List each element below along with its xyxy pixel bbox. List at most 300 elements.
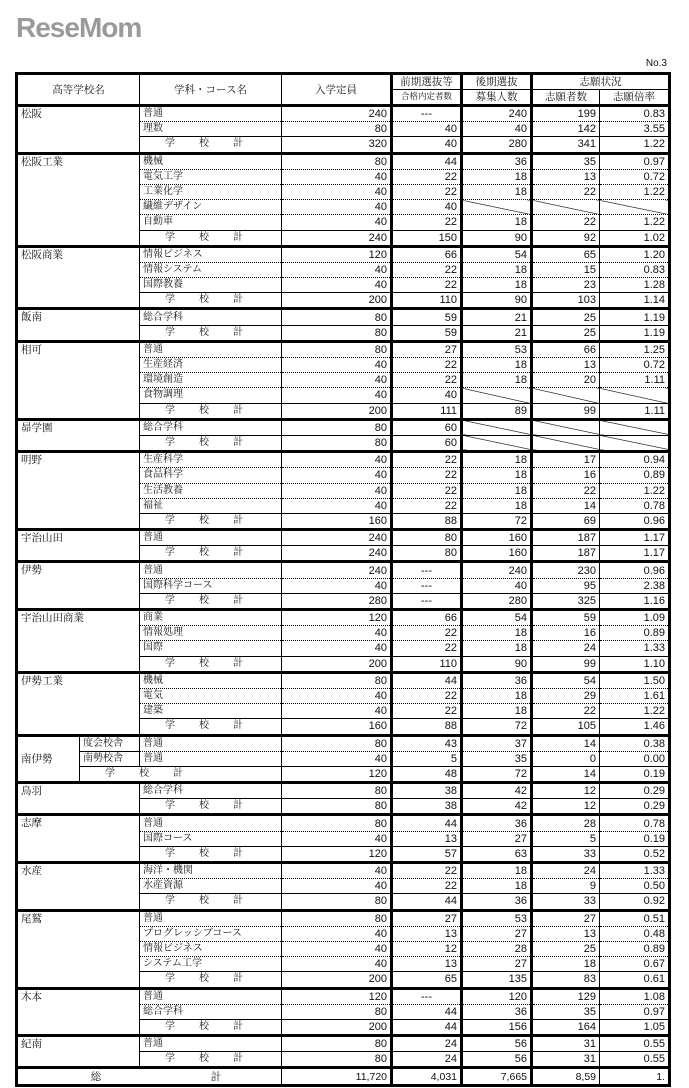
application-rate-cell: 1.22 [600,184,670,199]
zenki-count-cell: --- [392,562,462,578]
applicants-cell: 92 [532,230,600,246]
applicants-cell: 31 [532,1036,600,1052]
subtotal-label-char: 学 [165,547,175,559]
application-rate-cell: 2.38 [600,578,670,593]
table-row [17,988,670,1004]
capacity-cell: 320 [282,137,392,153]
grand-total-label-left: 総 [90,1070,102,1083]
zenki-count-cell: 59 [392,325,462,341]
table-row [17,246,670,262]
department-name: 情報システム [140,262,282,277]
zenki-count-cell: 13 [392,831,462,846]
capacity-cell: 40 [282,626,392,641]
koki-count-cell: 240 [462,106,532,122]
capacity-cell: 40 [282,388,392,403]
capacity-cell: 120 [282,988,392,1004]
application-rate-cell: 1.08 [600,988,670,1004]
department-name: システム工学 [140,957,282,972]
koki-count-cell: 18 [462,468,532,483]
application-rate-cell: 1.19 [600,309,670,325]
grand-total-label [17,1068,282,1085]
department-name: 環境創造 [140,373,282,388]
capacity-cell: 80 [282,1052,392,1068]
school-name: 松阪工業 [17,153,140,246]
koki-count-cell: 36 [462,672,532,688]
header-zenki-sub: 合格内定者数 [392,90,462,106]
application-rate-cell: 1.11 [600,403,670,419]
school-subtotal-row [17,766,670,782]
koki-count-cell: 135 [462,972,532,988]
koki-count-cell: 36 [462,894,532,910]
capacity-cell: 80 [282,435,392,451]
koki-count-cell: 37 [462,735,532,751]
school-name: 水産 [17,863,140,911]
koki-count-cell: 53 [462,341,532,357]
application-rate-cell: 1.20 [600,246,670,262]
school-name: 木本 [17,988,140,1036]
capacity-cell: 240 [282,562,392,578]
subtotal-label-char: 校 [199,895,209,907]
applicants-cell [532,388,600,403]
header-koki: 後期選抜 [462,74,532,90]
header-school: 高等学校名 [17,74,140,106]
applicants-cell: 59 [532,610,600,626]
koki-count-cell: 40 [462,578,532,593]
applicants-cell: 22 [532,184,600,199]
table-row [17,562,670,578]
application-rate-cell: 1.25 [600,341,670,357]
koki-count-cell: 18 [462,169,532,184]
capacity-cell: 40 [282,879,392,894]
applicants-cell [532,435,600,451]
table-row [17,751,670,766]
application-rate-cell: 0.89 [600,626,670,641]
applicants-cell: 35 [532,153,600,169]
applicants-cell: 27 [532,910,600,926]
capacity-cell: 80 [282,325,392,341]
koki-count-cell: 160 [462,530,532,546]
capacity-cell: 200 [282,1019,392,1035]
subtotal-label-char: 校 [199,720,209,732]
capacity-cell: 40 [282,468,392,483]
zenki-count-cell: 22 [392,483,462,498]
capacity-cell: 40 [282,278,392,293]
department-name: 生産科学 [140,452,282,468]
subtotal-label [140,719,282,735]
application-rate-cell: 0.55 [600,1036,670,1052]
subtotal-label-text [143,436,275,450]
capacity-cell: 40 [282,452,392,468]
zenki-count-cell: 27 [392,910,462,926]
school-name: 南伊勢 [17,735,80,783]
koki-count-cell [462,388,532,403]
zenki-count-cell: 110 [392,293,462,309]
koki-count-cell: 21 [462,309,532,325]
department-name: 情報ビジネス [140,246,282,262]
application-rate-cell: 0.96 [600,562,670,578]
applicants-cell: 103 [532,293,600,309]
subtotal-label [140,435,282,451]
applicants-cell: 17 [532,452,600,468]
department-name: 電気 [140,688,282,703]
subtotal-label-char: 計 [233,1020,243,1032]
applicants-cell: 20 [532,373,600,388]
koki-count-cell: 18 [462,704,532,719]
subtotal-label-text [83,767,215,781]
applicants-cell: 33 [532,894,600,910]
department-name: 普通 [140,106,282,122]
zenki-count-cell: 13 [392,926,462,941]
subtotal-label-text [143,137,275,151]
koki-count-cell: 18 [462,452,532,468]
subtotal-label [140,846,282,862]
subtotal-label-char: 校 [199,1020,209,1032]
subtotal-label-char: 学 [165,657,175,669]
zenki-count-cell: 44 [392,1004,462,1019]
subtotal-label [140,894,282,910]
department-name: 普通 [140,341,282,357]
header-koki-sub: 募集人数 [462,90,532,106]
capacity-cell: 80 [282,910,392,926]
department-name: 普通 [140,815,282,831]
application-rate-cell: 3.55 [600,122,670,137]
koki-count-cell [462,435,532,451]
application-rate-cell: 1.02 [600,230,670,246]
department-name: 建築 [140,704,282,719]
zenki-count-cell: 22 [392,468,462,483]
capacity-cell: 80 [282,419,392,435]
zenki-count-cell: --- [392,988,462,1004]
school-name: 尾鷲 [17,910,140,988]
application-rate-cell: 0.92 [600,894,670,910]
capacity-cell: 40 [282,262,392,277]
subtotal-label-char: 校 [199,294,209,306]
koki-count-cell: 18 [462,626,532,641]
zenki-count-cell: 88 [392,719,462,735]
zenki-count-cell: 22 [392,879,462,894]
zenki-count-cell: 57 [392,846,462,862]
applicants-cell: 23 [532,278,600,293]
header-zenki: 前期選抜等 [392,74,462,90]
department-name: 普通 [140,1036,282,1052]
zenki-count-cell: 22 [392,704,462,719]
zenki-count-cell: 44 [392,894,462,910]
koki-count-cell: 72 [462,766,532,782]
zenki-count-cell: 60 [392,419,462,435]
koki-count-cell: 56 [462,1036,532,1052]
capacity-cell: 40 [282,688,392,703]
zenki-count-cell: 38 [392,783,462,799]
applicants-cell: 99 [532,403,600,419]
koki-count-cell: 18 [462,498,532,513]
header-capacity: 入学定員 [282,74,392,106]
subtotal-label [140,513,282,529]
applicants-cell: 9 [532,879,600,894]
koki-count-cell [462,419,532,435]
applicants-cell: 69 [532,513,600,529]
applicants-cell: 5 [532,831,600,846]
capacity-cell: 160 [282,719,392,735]
capacity-cell: 40 [282,498,392,513]
applicants-cell: 105 [532,719,600,735]
application-rate-cell: 1.16 [600,593,670,609]
koki-count-cell: 240 [462,562,532,578]
table-row [17,452,670,468]
applicants-cell: 164 [532,1019,600,1035]
zenki-count-cell: 27 [392,341,462,357]
zenki-count-cell: 22 [392,184,462,199]
subtotal-label [140,546,282,562]
zenki-count-cell: 44 [392,815,462,831]
table-row [17,672,670,688]
applicants-cell: 28 [532,815,600,831]
subtotal-label-char: 計 [233,720,243,732]
capacity-cell: 120 [282,846,392,862]
capacity-cell: 120 [282,246,392,262]
table-row [17,309,670,325]
capacity-cell: 40 [282,483,392,498]
application-rate-cell: 0.52 [600,846,670,862]
department-name: 普通 [140,530,282,546]
koki-count-cell [462,200,532,215]
department-name: 情報ビジネス [140,941,282,956]
application-rate-cell: 0.67 [600,957,670,972]
department-name: 国際教養 [140,278,282,293]
application-rate-cell: 1.46 [600,719,670,735]
zenki-count-cell: 66 [392,246,462,262]
koki-count-cell: 53 [462,910,532,926]
department-name: 普通 [140,910,282,926]
koki-count-cell: 18 [462,483,532,498]
subtotal-label-char: 計 [233,138,243,150]
koki-count-cell: 120 [462,988,532,1004]
zenki-count-cell: 38 [392,799,462,815]
applicants-cell: 22 [532,704,600,719]
capacity-cell: 40 [282,358,392,373]
zenki-count-cell: 4,031 [392,1068,462,1085]
department-name: 普通 [140,562,282,578]
zenki-count-cell: --- [392,593,462,609]
applicants-cell: 15 [532,262,600,277]
table-row [17,419,670,435]
applicants-cell: 54 [532,672,600,688]
header-dept: 学科・コース名 [140,74,282,106]
zenki-count-cell: 12 [392,941,462,956]
school-name: 昴学園 [17,419,140,451]
table-row [17,815,670,831]
subtotal-label [140,972,282,988]
zenki-count-cell: 65 [392,972,462,988]
capacity-cell: 40 [282,926,392,941]
campus-name: 度会校舎 [80,735,140,751]
department-name: 機械 [140,672,282,688]
subtotal-label [140,325,282,341]
capacity-cell: 40 [282,751,392,766]
zenki-count-cell: 88 [392,513,462,529]
koki-count-cell: 18 [462,358,532,373]
table-row [17,1036,670,1052]
application-rate-cell: 1.11 [600,373,670,388]
application-rate-cell: 0.94 [600,452,670,468]
capacity-cell: 80 [282,799,392,815]
application-rate-cell: 1.33 [600,863,670,879]
table-row [17,735,670,751]
koki-count-cell: 160 [462,546,532,562]
applicants-cell: 325 [532,593,600,609]
zenki-count-cell: 5 [392,751,462,766]
applicants-cell [532,419,600,435]
capacity-cell: 280 [282,593,392,609]
grand-total-row [17,1068,670,1085]
zenki-count-cell: 48 [392,766,462,782]
department-name: 食物調理 [140,388,282,403]
table-row [17,783,670,799]
application-rate-cell: 0.00 [600,751,670,766]
department-name: 国際科学コース [140,578,282,593]
table-row [17,910,670,926]
subtotal-label-text [143,1052,275,1066]
koki-count-cell: 90 [462,230,532,246]
capacity-cell: 120 [282,766,392,782]
application-rate-cell: 1.22 [600,483,670,498]
application-rate-cell: 0.78 [600,498,670,513]
department-name: 生産経済 [140,358,282,373]
subtotal-label-char: 校 [199,138,209,150]
subtotal-label-char: 学 [105,767,115,779]
zenki-count-cell: 22 [392,373,462,388]
applicants-cell: 31 [532,1052,600,1068]
capacity-cell: 40 [282,704,392,719]
capacity-cell: 240 [282,230,392,246]
koki-count-cell: 35 [462,751,532,766]
subtotal-label-char: 校 [199,973,209,985]
application-status-table [15,72,671,1087]
koki-count-cell: 54 [462,610,532,626]
application-rate-cell: 0.55 [600,1052,670,1068]
subtotal-label-char: 学 [165,800,175,812]
subtotal-label [140,293,282,309]
zenki-count-cell: 24 [392,1036,462,1052]
subtotal-label-char: 校 [199,326,209,338]
applicants-cell: 199 [532,106,600,122]
koki-count-cell: 28 [462,941,532,956]
applicants-cell: 24 [532,863,600,879]
school-name: 伊勢 [17,562,140,610]
department-name: 繊維デザイン [140,200,282,215]
koki-count-cell: 18 [462,184,532,199]
capacity-cell: 200 [282,293,392,309]
school-name: 飯南 [17,309,140,341]
department-name: 電気工学 [140,169,282,184]
applicants-cell: 24 [532,641,600,656]
koki-count-cell: 40 [462,122,532,137]
department-name: 海洋・機関 [140,863,282,879]
applicants-cell: 14 [532,766,600,782]
school-name: 相可 [17,341,140,419]
applicants-cell: 83 [532,972,600,988]
subtotal-label-char: 計 [233,514,243,526]
department-name: 自動車 [140,215,282,230]
subtotal-label-char: 学 [165,326,175,338]
application-rate-cell: 0.78 [600,815,670,831]
applicants-cell: 341 [532,137,600,153]
department-name: 普通 [140,751,282,766]
zenki-count-cell: 22 [392,688,462,703]
subtotal-label-char: 学 [165,1020,175,1032]
application-rate-cell: 0.29 [600,799,670,815]
koki-count-cell: 72 [462,513,532,529]
subtotal-label-char: 校 [199,847,209,859]
koki-count-cell: 90 [462,656,532,672]
subtotal-label [80,766,282,782]
subtotal-label-char: 学 [165,514,175,526]
subtotal-label-char: 校 [199,514,209,526]
subtotal-label-char: 学 [165,847,175,859]
koki-count-cell: 42 [462,783,532,799]
capacity-cell: 120 [282,610,392,626]
subtotal-label-text [143,293,275,307]
application-rate-cell: 1.10 [600,656,670,672]
zenki-count-cell: 44 [392,153,462,169]
header-rate: 志願倍率 [600,90,670,106]
subtotal-label-text [143,404,275,418]
zenki-count-cell: 150 [392,230,462,246]
capacity-cell: 80 [282,894,392,910]
subtotal-label-text [143,972,275,986]
koki-count-cell: 42 [462,799,532,815]
zenki-count-cell: 80 [392,546,462,562]
applicants-cell: 14 [532,735,600,751]
koki-count-cell: 27 [462,926,532,941]
application-rate-cell [600,419,670,435]
application-rate-cell: 1.28 [600,278,670,293]
department-name: 国際 [140,641,282,656]
subtotal-label-char: 計 [233,594,243,606]
table-row [17,106,670,122]
subtotal-label-char: 計 [233,404,243,416]
application-rate-cell: 0.83 [600,106,670,122]
zenki-count-cell: 44 [392,1019,462,1035]
koki-count-cell: 18 [462,863,532,879]
subtotal-label [140,593,282,609]
applicants-cell: 25 [532,309,600,325]
capacity-cell: 80 [282,153,392,169]
capacity-cell: 200 [282,403,392,419]
subtotal-label-char: 計 [233,326,243,338]
school-name: 明野 [17,452,140,530]
subtotal-label-char: 学 [165,720,175,732]
applicants-cell: 16 [532,468,600,483]
subtotal-label [140,1019,282,1035]
subtotal-label [140,799,282,815]
applicants-cell: 18 [532,957,600,972]
capacity-cell: 80 [282,783,392,799]
koki-count-cell: 18 [462,373,532,388]
subtotal-label-text [143,719,275,733]
subtotal-label-char: 学 [165,437,175,449]
application-rate-cell: 1. [600,1068,670,1085]
capacity-cell: 240 [282,546,392,562]
subtotal-label-char: 計 [233,657,243,669]
capacity-cell: 240 [282,530,392,546]
subtotal-label [140,1052,282,1068]
subtotal-label-char: 学 [165,404,175,416]
zenki-count-cell: 22 [392,358,462,373]
applicants-cell: 22 [532,215,600,230]
watermark-logo: ReseMom [16,12,142,43]
applicants-cell: 16 [532,626,600,641]
subtotal-label-char: 学 [165,138,175,150]
